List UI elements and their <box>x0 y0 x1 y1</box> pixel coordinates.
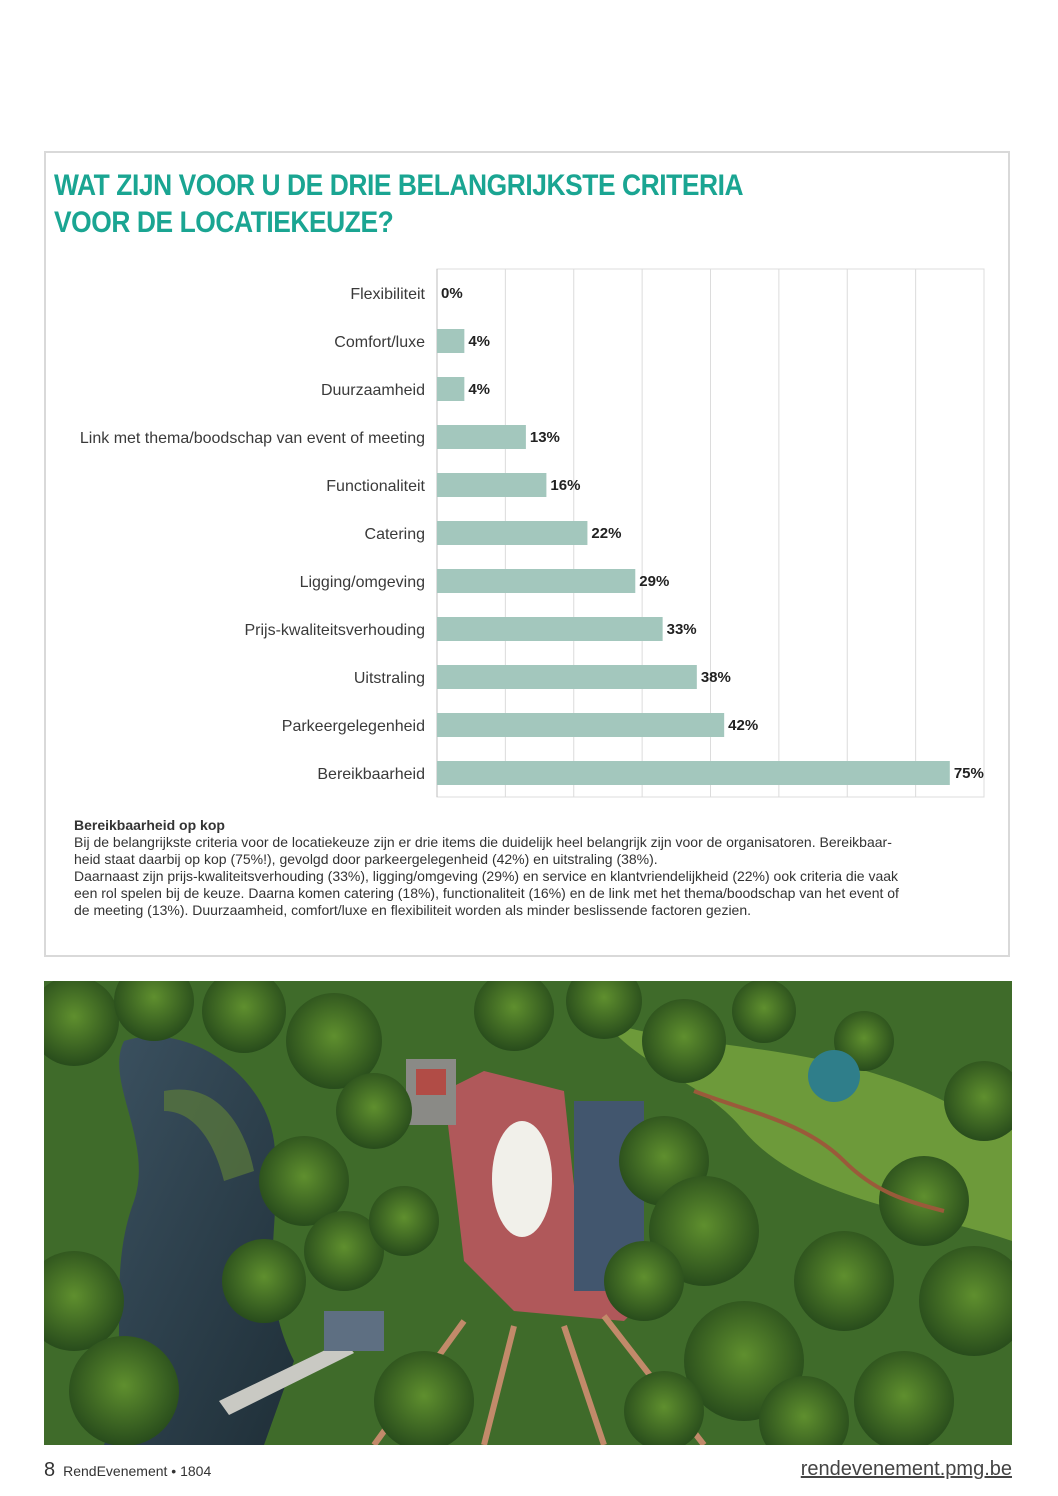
bar <box>437 569 635 593</box>
value-label: 33% <box>666 621 697 638</box>
bar <box>437 521 587 545</box>
page-number: 8 <box>44 1459 56 1481</box>
value-label: 13% <box>529 429 560 446</box>
category-label: Comfort/luxe <box>334 334 425 351</box>
category-label: Duurzaamheid <box>320 382 425 399</box>
category-label: Ligging/omgeving <box>299 574 425 591</box>
bar <box>437 665 697 689</box>
value-label: 16% <box>550 477 581 494</box>
chart-title-line-2: VOOR DE LOCATIEKEUZE? <box>54 206 394 239</box>
category-label: Catering <box>364 526 425 543</box>
chart-title-line-1: WAT ZIJN VOOR U DE DRIE BELANGRIJKSTE CRITERIA <box>54 169 744 202</box>
aerial-castle-illustration <box>44 981 1012 1445</box>
bar <box>437 617 663 641</box>
category-label: Uitstraling <box>353 670 425 687</box>
value-label: 42% <box>728 717 759 734</box>
bar-chart <box>46 153 1008 813</box>
note-line: een rol spelen bij de keuze. Daarna komen catering (18%), functionaliteit (16%) en de link met het thema/boodschap van het event of <box>74 885 899 901</box>
note-heading: Bereikbaarheid op kop <box>74 817 225 833</box>
publication-name: RendEvenement • 1804 <box>63 1463 212 1479</box>
aerial-castle-photo <box>44 981 1012 1445</box>
category-label: Link met thema/boodschap van event of meeting <box>79 430 425 447</box>
value-label: 4% <box>468 381 491 398</box>
category-label: Prijs-kwaliteitsverhouding <box>244 622 425 639</box>
chart-panel <box>44 151 1010 957</box>
category-label: Bereikbaarheid <box>317 766 425 783</box>
bar <box>437 713 724 737</box>
note-line: de meeting (13%). Duurzaamheid, comfort/luxe en flexibiliteit worden als minder beslissende factoren gezien. <box>74 902 752 918</box>
value-label: 29% <box>639 573 670 590</box>
website-link[interactable]: rendevenement.pmg.be <box>800 1458 1012 1480</box>
note-line: heid staat daarbij op kop (75%!), gevolgd door parkeergelegenheid (42%) en uitstraling (38%). <box>74 851 658 867</box>
bar <box>437 377 464 401</box>
value-label: 22% <box>591 525 622 542</box>
chart-note <box>74 817 974 919</box>
value-label: 75% <box>953 765 984 782</box>
bar <box>437 761 950 785</box>
bar <box>437 329 464 353</box>
category-label: Functionaliteit <box>326 478 425 495</box>
bar <box>437 473 546 497</box>
footer-publication <box>44 1459 211 1482</box>
category-label: Flexibiliteit <box>350 286 425 303</box>
value-label: 4% <box>468 333 491 350</box>
value-label: 0% <box>441 285 463 302</box>
note-line: Daarnaast zijn prijs-kwaliteitsverhouding (33%), ligging/omgeving (29%) en service en klantvriendelijkheid (22%) ook criteria die vaak <box>74 868 899 884</box>
value-label: 38% <box>700 669 731 686</box>
note-line: Bij de belangrijkste criteria voor de locatiekeuze zijn er drie items die duidelijk heel belangrijk zijn voor de organisatoren. Bereikbaar- <box>74 834 892 850</box>
bar <box>437 425 526 449</box>
category-label: Parkeergelegenheid <box>281 718 425 735</box>
